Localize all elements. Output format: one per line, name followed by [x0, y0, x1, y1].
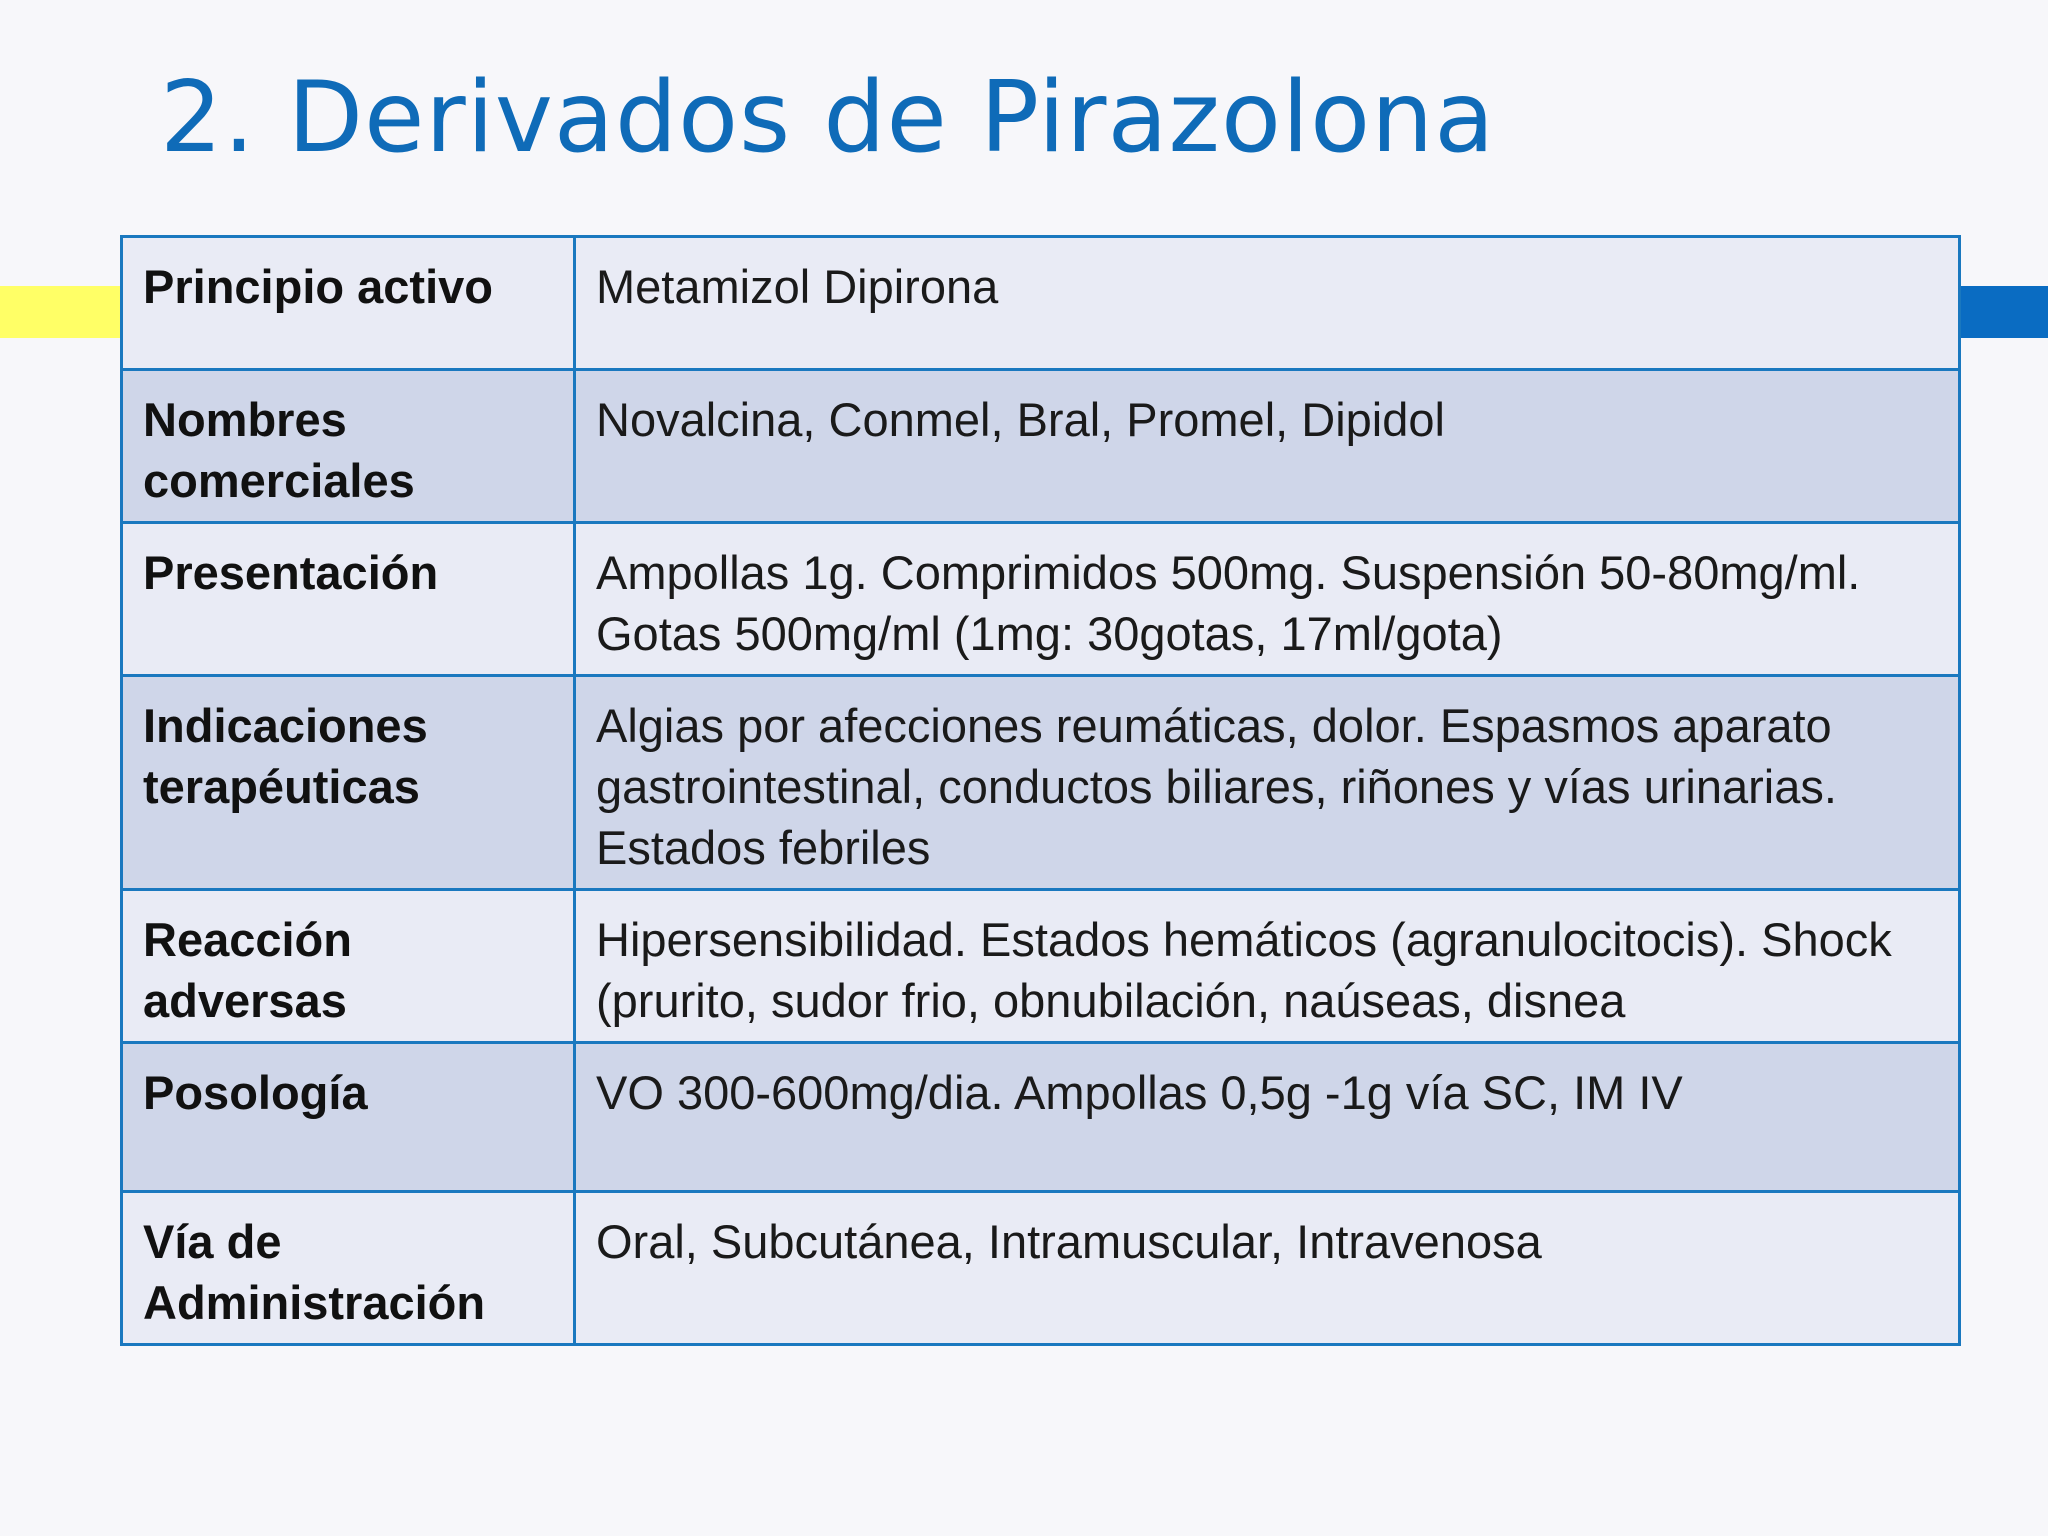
table-row [122, 676, 1960, 890]
table-row [122, 1192, 1960, 1345]
table-row [122, 370, 1960, 523]
row-label: Posología [122, 1043, 575, 1192]
row-label: Presentación [122, 523, 575, 676]
row-label: Reacción adversas [122, 890, 575, 1043]
accent-bar-yellow [0, 286, 122, 338]
drug-info-table [120, 235, 1961, 1346]
row-value: Algias por afecciones reumáticas, dolor. Espasmos aparato gastrointestinal, conductos biliares, riñones y vías urinarias. Estados febriles [575, 676, 1960, 890]
row-value: Metamizol Dipirona [575, 237, 1960, 370]
row-value: Hipersensibilidad. Estados hemáticos (agranulocitocis). Shock (prurito, sudor frio, obnubilación, naúseas, disnea [575, 890, 1960, 1043]
row-label: Principio activo [122, 237, 575, 370]
row-value: VO 300-600mg/dia. Ampollas 0,5g -1g vía SC, IM IV [575, 1043, 1960, 1192]
table-row [122, 237, 1960, 370]
table-row [122, 1043, 1960, 1192]
row-label: Nombres comerciales [122, 370, 575, 523]
table-row [122, 523, 1960, 676]
row-value: Oral, Subcutánea, Intramuscular, Intravenosa [575, 1192, 1960, 1345]
row-label: Indicaciones terapéuticas [122, 676, 575, 890]
row-value: Novalcina, Conmel, Bral, Promel, Dipidol [575, 370, 1960, 523]
slide-title: 2. Derivados de Pirazolona [160, 61, 1496, 175]
table-row [122, 890, 1960, 1043]
row-value: Ampollas 1g. Comprimidos 500mg. Suspensión 50-80mg/ml. Gotas 500mg/ml (1mg: 30gotas, 17ml/gota) [575, 523, 1960, 676]
row-label: Vía de Administración [122, 1192, 575, 1345]
accent-bar-blue [1958, 286, 2048, 338]
